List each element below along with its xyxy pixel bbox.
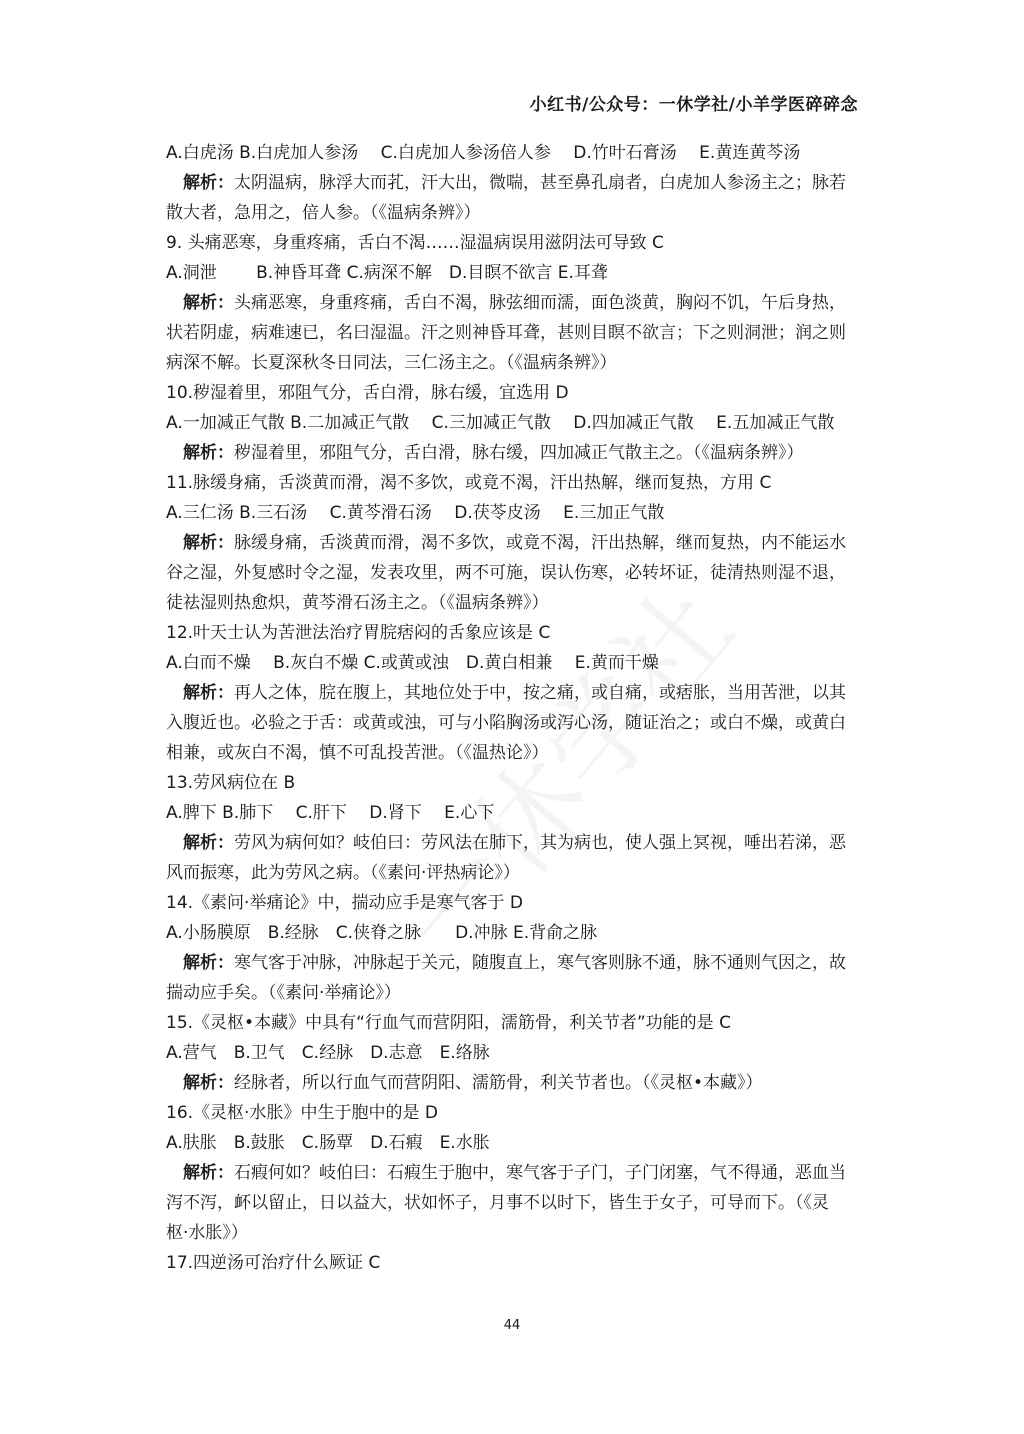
text-line — [166, 1248, 862, 1278]
analysis-line — [166, 828, 862, 858]
analysis-label: 解析： — [183, 1073, 234, 1093]
text-line — [166, 378, 862, 408]
analysis-line — [166, 948, 862, 978]
line-text: 15.《灵枢•本藏》中具有“行血气而营阴阳，濡筋骨，利关节者”功能的是 C — [166, 1013, 731, 1033]
line-text: 头痛恶寒，身重疼痛，舌白不渴，脉弦细而濡，面色淡黄，胸闷不饥，午后身热， — [234, 293, 846, 313]
text-line — [166, 198, 862, 228]
text-line — [166, 1098, 862, 1128]
line-text: 太阴温病，脉浮大而芤，汗大出，微喘，甚至鼻孔扇者，白虎加人参汤主之；脉若 — [234, 173, 846, 193]
analysis-line — [166, 1068, 862, 1098]
text-line — [166, 918, 862, 948]
line-text: 散大者，急用之，倍人参。（《温病条辨》） — [166, 203, 481, 223]
line-text: 泻不泻，衃以留止，日以益大，状如怀子，月事不以时下，皆生于女子，可导而下。（《灵 — [166, 1193, 829, 1213]
line-text: 12.叶天士认为苦泄法治疗胃脘痞闷的舌象应该是 C — [166, 623, 551, 643]
line-text: A.小肠膜原 B.经脉 C.侠脊之脉 D.冲脉 E.背俞之脉 — [166, 923, 598, 943]
text-line — [166, 888, 862, 918]
line-text: 再人之体，脘在腹上，其地位处于中，按之痛，或自痛，或痞胀，当用苦泄，以其 — [234, 683, 846, 703]
text-line — [166, 228, 862, 258]
line-text: 9. 头痛恶寒，身重疼痛，舌白不渴……湿温病误用滋阴法可导致 C — [166, 233, 664, 253]
line-text: 劳风为病何如？岐伯曰：劳风法在肺下，其为病也，使人强上冥视，唾出若涕，恶 — [234, 833, 846, 853]
line-text: 16.《灵枢·水胀》中生于胞中的是 D — [166, 1103, 438, 1123]
text-line — [166, 138, 862, 168]
page-number: 44 — [503, 1318, 521, 1333]
text-line — [166, 348, 862, 378]
analysis-line — [166, 1158, 862, 1188]
analysis-label: 解析： — [183, 293, 234, 313]
analysis-line — [166, 438, 862, 468]
text-line — [166, 798, 862, 828]
analysis-label: 解析： — [183, 833, 234, 853]
line-text: 经脉者，所以行血气而营阴阳、濡筋骨，利关节者也。（《灵枢•本藏》） — [234, 1073, 763, 1093]
line-text: 14.《素问·举痛论》中，揣动应手是寒气客于 D — [166, 893, 523, 913]
text-line — [166, 558, 862, 588]
text-line — [166, 1038, 862, 1068]
line-text: 13.劳风病位在 B — [166, 773, 296, 793]
line-text: 石瘕何如？岐伯曰：石瘕生于胞中，寒气客于子门，子门闭塞，气不得通，恶血当 — [234, 1163, 846, 1183]
line-text: 10.秽湿着里，邪阻气分，舌白滑，脉右缓，宜选用 D — [166, 383, 569, 403]
line-text: A.三仁汤 B.三石汤 C.黄芩滑石汤 D.茯苓皮汤 E.三加正气散 — [166, 503, 665, 523]
line-text: 枢·水胀》） — [166, 1223, 248, 1243]
text-line — [166, 708, 862, 738]
line-text: 揣动应手矣。（《素问·举痛论》） — [166, 983, 401, 1003]
line-text: 入腹近也。必验之于舌：或黄或浊，可与小陷胸汤或泻心汤，随证治之；或白不燥，或黄白 — [166, 713, 846, 733]
line-text: A.白而不燥 B.灰白不燥 C.或黄或浊 D.黄白相兼 E.黄而干燥 — [166, 653, 659, 673]
text-line — [166, 1128, 862, 1158]
text-line — [166, 768, 862, 798]
line-text: 17.四逆汤可治疗什么厥证 C — [166, 1253, 381, 1273]
text-line — [166, 618, 862, 648]
text-line — [166, 408, 862, 438]
line-text: A.肤胀 B.鼓胀 C.肠覃 D.石瘕 E.水胀 — [166, 1133, 490, 1153]
line-text: 徒祛湿则热愈炽，黄芩滑石汤主之。（《温病条辨》） — [166, 593, 549, 613]
analysis-label: 解析： — [183, 533, 234, 553]
line-text: A.脾下 B.肺下 C.肝下 D.肾下 E.心下 — [166, 803, 495, 823]
text-line — [166, 978, 862, 1008]
text-line — [166, 1218, 862, 1248]
analysis-line — [166, 678, 862, 708]
line-text: A.白虎汤 B.白虎加人参汤 C.白虎加人参汤倍人参 D.竹叶石膏汤 E.黄连黄芩汤 — [166, 143, 801, 163]
line-text: 状若阴虚，病难速已，名曰湿温。汗之则神昏耳聋，甚则目瞑不欲言；下之则洞泄；润之则 — [166, 323, 846, 343]
line-text: 风而振寒，此为劳风之病。（《素问·评热病论》） — [166, 863, 520, 883]
analysis-line — [166, 288, 862, 318]
line-text: 谷之湿，外复感时令之湿，发表攻里，两不可施，误认伤寒，必转坏证，徒清热则湿不退， — [166, 563, 846, 583]
text-line — [166, 648, 862, 678]
line-text: 寒气客于冲脉，冲脉起于关元，随腹直上，寒气客则脉不通，脉不通则气因之，故 — [234, 953, 846, 973]
line-text: 相兼，或灰白不渴，慎不可乱投苦泄。（《温热论》） — [166, 743, 549, 763]
analysis-label: 解析： — [183, 1163, 234, 1183]
text-line — [166, 318, 862, 348]
page-header-source: 小红书/公众号：一休学社/小羊学医碎碎念 — [529, 95, 858, 115]
analysis-label: 解析： — [183, 173, 234, 193]
analysis-label: 解析： — [183, 953, 234, 973]
text-line — [166, 1188, 862, 1218]
document-body — [166, 138, 862, 1278]
line-text: 脉缓身痛，舌淡黄而滑，渴不多饮，或竟不渴，汗出热解，继而复热，内不能运水 — [234, 533, 846, 553]
line-text: 11.脉缓身痛，舌淡黄而滑，渴不多饮，或竟不渴，汗出热解，继而复热，方用 C — [166, 473, 772, 493]
text-line — [166, 468, 862, 498]
line-text: A.营气 B.卫气 C.经脉 D.志意 E.络脉 — [166, 1043, 490, 1063]
text-line — [166, 738, 862, 768]
analysis-line — [166, 168, 862, 198]
text-line — [166, 858, 862, 888]
line-text: A.一加减正气散 B.二加减正气散 C.三加减正气散 D.四加减正气散 E.五加减正气散 — [166, 413, 835, 433]
analysis-label: 解析： — [183, 683, 234, 703]
text-line — [166, 1008, 862, 1038]
line-text: 秽湿着里，邪阻气分，舌白滑，脉右缓，四加减正气散主之。（《温病条辨》） — [234, 443, 804, 463]
text-line — [166, 498, 862, 528]
analysis-line — [166, 528, 862, 558]
line-text: 病深不解。长夏深秋冬日同法，三仁汤主之。（《温病条辨》） — [166, 353, 617, 373]
text-line — [166, 258, 862, 288]
analysis-label: 解析： — [183, 443, 234, 463]
line-text: A.洞泄 B.神昏耳聋 C.病深不解 D.目瞑不欲言 E.耳聋 — [166, 263, 608, 283]
text-line — [166, 588, 862, 618]
